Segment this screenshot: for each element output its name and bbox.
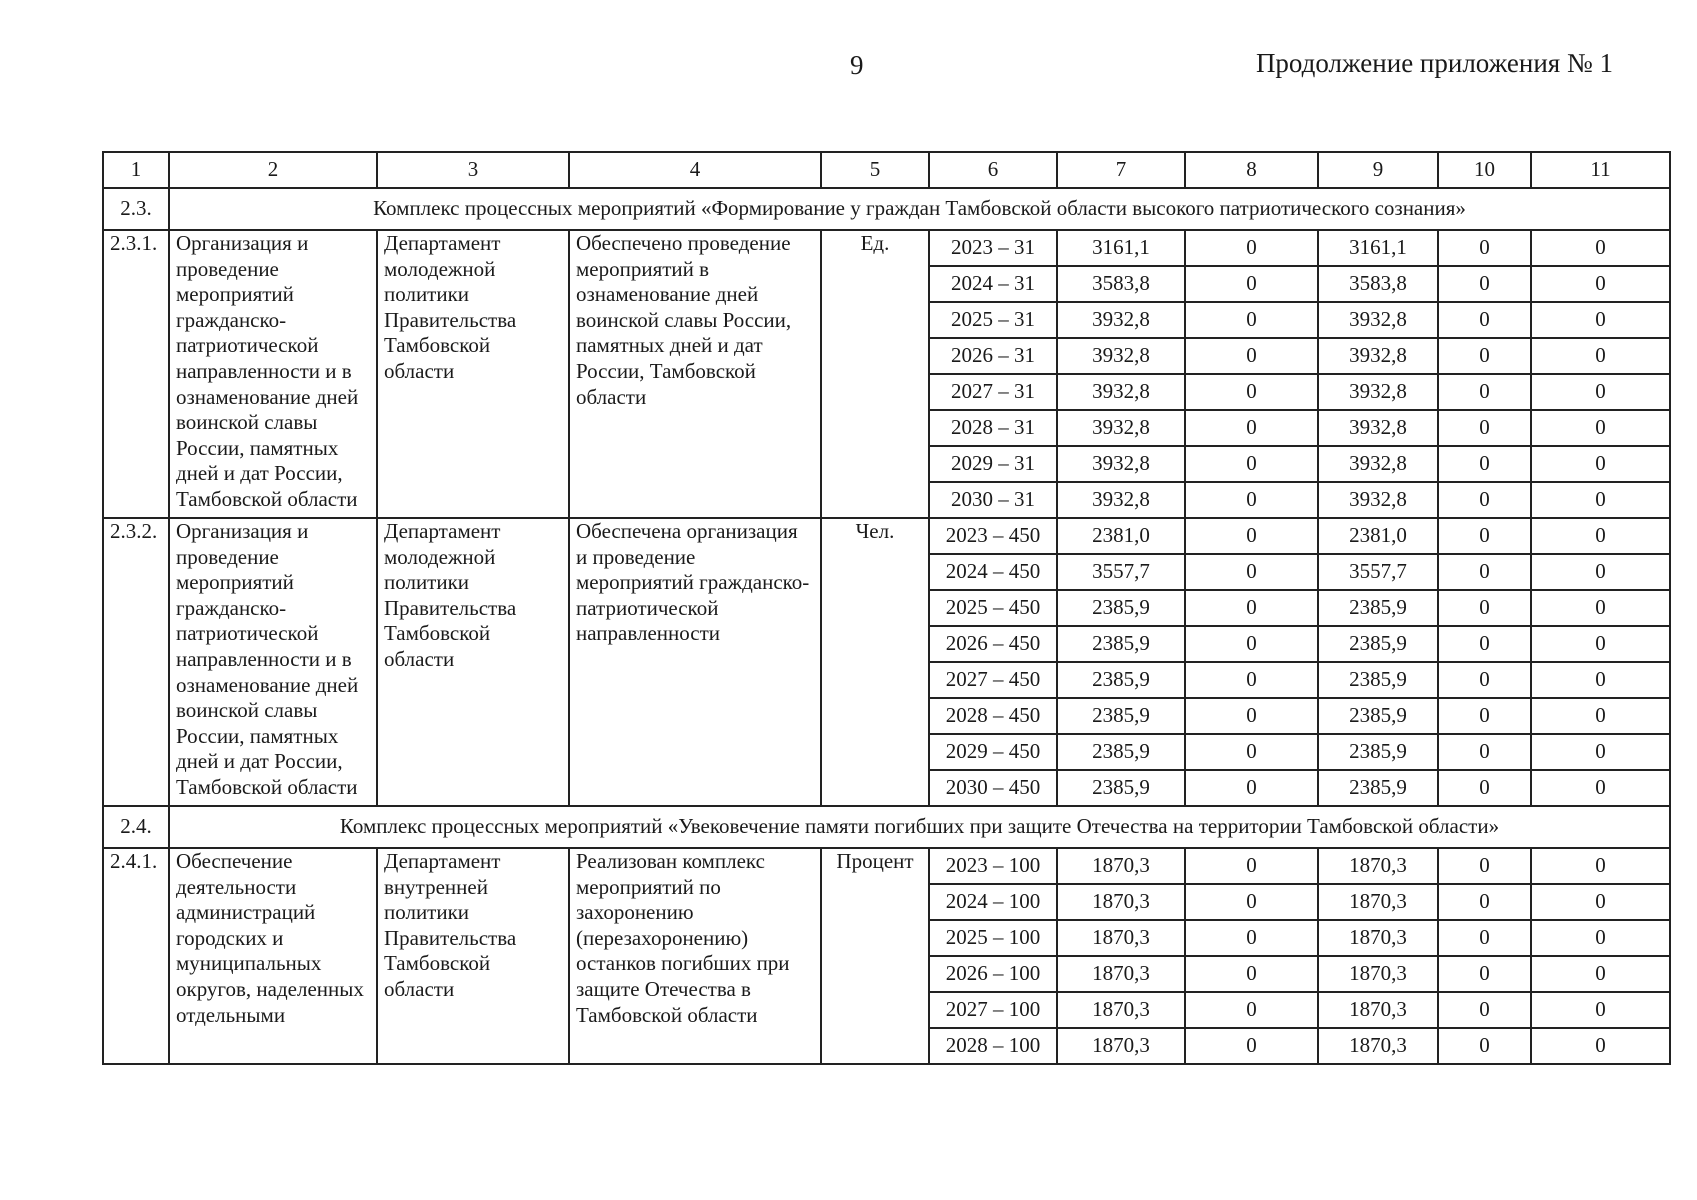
- value-cell: 0: [1438, 662, 1531, 698]
- value-cell: 0: [1185, 374, 1318, 410]
- value-cell: 0: [1531, 410, 1670, 446]
- value-cell: 0: [1438, 884, 1531, 920]
- value-cell: 3932,8: [1318, 410, 1438, 446]
- value-cell: 0: [1438, 770, 1531, 806]
- value-cell: 1870,3: [1318, 956, 1438, 992]
- year-target-cell: 2025 – 450: [929, 590, 1057, 626]
- value-cell: 0: [1531, 770, 1670, 806]
- value-cell: 0: [1531, 554, 1670, 590]
- value-cell: 0: [1531, 956, 1670, 992]
- continuation-label: Продолжение приложения № 1: [1255, 48, 1613, 78]
- value-cell: 1870,3: [1318, 884, 1438, 920]
- year-target-cell: 2026 – 100: [929, 956, 1057, 992]
- year-target-cell: 2023 – 100: [929, 848, 1057, 884]
- value-cell: 3932,8: [1057, 302, 1185, 338]
- value-cell: 2385,9: [1057, 698, 1185, 734]
- item-responsible: Департамент внутренней политики Правительства Тамбовской области: [377, 848, 569, 1064]
- value-cell: 0: [1185, 848, 1318, 884]
- item-result: Обеспечена организация и проведение мероприятий гражданско-патриотической направленности: [569, 518, 821, 806]
- value-cell: 3932,8: [1318, 446, 1438, 482]
- value-cell: 0: [1531, 884, 1670, 920]
- value-cell: 3932,8: [1318, 374, 1438, 410]
- year-target-cell: 2024 – 100: [929, 884, 1057, 920]
- value-cell: 0: [1531, 446, 1670, 482]
- value-cell: 0: [1531, 920, 1670, 956]
- value-cell: 0: [1531, 1028, 1670, 1064]
- value-cell: 0: [1531, 482, 1670, 518]
- value-cell: 2385,9: [1318, 590, 1438, 626]
- table-row: [103, 848, 1670, 884]
- value-cell: 3557,7: [1057, 554, 1185, 590]
- value-cell: 0: [1438, 554, 1531, 590]
- value-cell: 1870,3: [1057, 956, 1185, 992]
- value-cell: 0: [1185, 884, 1318, 920]
- value-cell: 0: [1531, 734, 1670, 770]
- section-row: [103, 188, 1670, 230]
- item-name: Организация и проведение мероприятий гражданско-патриотической направленности и в ознаменование дней воинской славы России, памятных дней и дат России, Тамбовской области: [169, 518, 377, 806]
- value-cell: 0: [1185, 482, 1318, 518]
- column-number: 4: [569, 152, 821, 188]
- value-cell: 0: [1531, 302, 1670, 338]
- value-cell: 0: [1531, 230, 1670, 266]
- item-responsible: Департамент молодежной политики Правительства Тамбовской области: [377, 230, 569, 518]
- value-cell: 1870,3: [1318, 920, 1438, 956]
- value-cell: 1870,3: [1057, 884, 1185, 920]
- value-cell: 0: [1531, 518, 1670, 554]
- item-unit: Ед.: [821, 230, 929, 518]
- value-cell: 0: [1438, 698, 1531, 734]
- value-cell: 0: [1438, 1028, 1531, 1064]
- year-target-cell: 2026 – 450: [929, 626, 1057, 662]
- value-cell: 0: [1438, 626, 1531, 662]
- value-cell: 2385,9: [1318, 626, 1438, 662]
- section-title: Комплекс процессных мероприятий «Увековечение памяти погибших при защите Отечества на территории Тамбовской области»: [169, 806, 1670, 848]
- value-cell: 0: [1185, 338, 1318, 374]
- value-cell: 2385,9: [1057, 734, 1185, 770]
- value-cell: 2385,9: [1057, 626, 1185, 662]
- value-cell: 0: [1531, 626, 1670, 662]
- value-cell: 1870,3: [1057, 1028, 1185, 1064]
- value-cell: 1870,3: [1318, 1028, 1438, 1064]
- year-target-cell: 2027 – 100: [929, 992, 1057, 1028]
- table-row: [103, 518, 1670, 554]
- table-row: [103, 230, 1670, 266]
- year-target-cell: 2029 – 31: [929, 446, 1057, 482]
- value-cell: 0: [1531, 266, 1670, 302]
- value-cell: 0: [1531, 848, 1670, 884]
- value-cell: 0: [1531, 698, 1670, 734]
- year-target-cell: 2023 – 450: [929, 518, 1057, 554]
- year-target-cell: 2026 – 31: [929, 338, 1057, 374]
- page-number: 9: [850, 50, 864, 80]
- value-cell: 2385,9: [1318, 734, 1438, 770]
- value-cell: 0: [1185, 992, 1318, 1028]
- value-cell: 2385,9: [1318, 662, 1438, 698]
- value-cell: 0: [1438, 848, 1531, 884]
- value-cell: 2385,9: [1057, 770, 1185, 806]
- value-cell: 2381,0: [1057, 518, 1185, 554]
- value-cell: 0: [1185, 230, 1318, 266]
- year-target-cell: 2023 – 31: [929, 230, 1057, 266]
- year-target-cell: 2027 – 31: [929, 374, 1057, 410]
- value-cell: 0: [1438, 518, 1531, 554]
- value-cell: 0: [1438, 482, 1531, 518]
- value-cell: 0: [1438, 734, 1531, 770]
- value-cell: 0: [1185, 554, 1318, 590]
- value-cell: 0: [1531, 662, 1670, 698]
- column-number: 5: [821, 152, 929, 188]
- column-number-row: [103, 152, 1670, 188]
- value-cell: 2385,9: [1318, 698, 1438, 734]
- value-cell: 0: [1438, 266, 1531, 302]
- value-cell: 1870,3: [1057, 848, 1185, 884]
- year-target-cell: 2025 – 100: [929, 920, 1057, 956]
- value-cell: 1870,3: [1057, 992, 1185, 1028]
- value-cell: 0: [1438, 920, 1531, 956]
- value-cell: 0: [1438, 302, 1531, 338]
- year-target-cell: 2030 – 450: [929, 770, 1057, 806]
- value-cell: 3161,1: [1057, 230, 1185, 266]
- column-number: 6: [929, 152, 1057, 188]
- value-cell: 3583,8: [1057, 266, 1185, 302]
- year-target-cell: 2024 – 450: [929, 554, 1057, 590]
- value-cell: 0: [1185, 734, 1318, 770]
- value-cell: 3583,8: [1318, 266, 1438, 302]
- column-number: 3: [377, 152, 569, 188]
- value-cell: 0: [1438, 590, 1531, 626]
- value-cell: 0: [1531, 374, 1670, 410]
- item-unit: Чел.: [821, 518, 929, 806]
- item-name: Обеспечение деятельности администраций городских и муниципальных округов, наделенных отдельными: [169, 848, 377, 1064]
- value-cell: 0: [1185, 590, 1318, 626]
- year-target-cell: 2028 – 100: [929, 1028, 1057, 1064]
- value-cell: 0: [1185, 662, 1318, 698]
- value-cell: 0: [1185, 626, 1318, 662]
- column-number: 11: [1531, 152, 1670, 188]
- item-result: Обеспечено проведение мероприятий в ознаменование дней воинской славы России, памятных дней и дат России, Тамбовской области: [569, 230, 821, 518]
- column-number: 10: [1438, 152, 1531, 188]
- value-cell: 3932,8: [1057, 410, 1185, 446]
- value-cell: 1870,3: [1057, 920, 1185, 956]
- value-cell: 3932,8: [1318, 482, 1438, 518]
- year-target-cell: 2024 – 31: [929, 266, 1057, 302]
- item-index: 2.3.1.: [103, 230, 169, 518]
- year-target-cell: 2027 – 450: [929, 662, 1057, 698]
- value-cell: 0: [1185, 956, 1318, 992]
- year-target-cell: 2028 – 450: [929, 698, 1057, 734]
- value-cell: 0: [1531, 590, 1670, 626]
- value-cell: 0: [1438, 410, 1531, 446]
- value-cell: 0: [1185, 1028, 1318, 1064]
- column-number: 1: [103, 152, 169, 188]
- value-cell: 0: [1185, 770, 1318, 806]
- value-cell: 1870,3: [1318, 992, 1438, 1028]
- value-cell: 0: [1185, 698, 1318, 734]
- section-row: [103, 806, 1670, 848]
- column-number: 8: [1185, 152, 1318, 188]
- value-cell: 0: [1185, 410, 1318, 446]
- item-result: Реализован комплекс мероприятий по захоронению (перезахоронению) останков погибших при защите Отечества в Тамбовской области: [569, 848, 821, 1064]
- value-cell: 3557,7: [1318, 554, 1438, 590]
- value-cell: 3932,8: [1057, 482, 1185, 518]
- value-cell: 3932,8: [1057, 374, 1185, 410]
- item-name: Организация и проведение мероприятий гражданско-патриотической направленности и в ознаменование дней воинской славы России, памятных дней и дат России, Тамбовской области: [169, 230, 377, 518]
- value-cell: 0: [1438, 992, 1531, 1028]
- value-cell: 3932,8: [1057, 446, 1185, 482]
- column-number: 7: [1057, 152, 1185, 188]
- value-cell: 2385,9: [1057, 662, 1185, 698]
- column-number: 2: [169, 152, 377, 188]
- value-cell: 0: [1438, 230, 1531, 266]
- value-cell: 0: [1185, 302, 1318, 338]
- value-cell: 0: [1185, 518, 1318, 554]
- value-cell: 0: [1438, 446, 1531, 482]
- year-target-cell: 2028 – 31: [929, 410, 1057, 446]
- value-cell: 0: [1185, 266, 1318, 302]
- value-cell: 1870,3: [1318, 848, 1438, 884]
- value-cell: 2385,9: [1318, 770, 1438, 806]
- value-cell: 0: [1185, 446, 1318, 482]
- value-cell: 0: [1531, 338, 1670, 374]
- value-cell: 2385,9: [1057, 590, 1185, 626]
- year-target-cell: 2029 – 450: [929, 734, 1057, 770]
- year-target-cell: 2025 – 31: [929, 302, 1057, 338]
- item-unit: Процент: [821, 848, 929, 1064]
- item-responsible: Департамент молодежной политики Правительства Тамбовской области: [377, 518, 569, 806]
- value-cell: 3932,8: [1057, 338, 1185, 374]
- value-cell: 2381,0: [1318, 518, 1438, 554]
- section-title: Комплекс процессных мероприятий «Формирование у граждан Тамбовской области высокого патриотического сознания»: [169, 188, 1670, 230]
- value-cell: 0: [1185, 920, 1318, 956]
- value-cell: 0: [1438, 338, 1531, 374]
- section-index: 2.3.: [103, 188, 169, 230]
- column-number: 9: [1318, 152, 1438, 188]
- item-index: 2.3.2.: [103, 518, 169, 806]
- value-cell: 3932,8: [1318, 338, 1438, 374]
- section-index: 2.4.: [103, 806, 169, 848]
- value-cell: 3932,8: [1318, 302, 1438, 338]
- item-index: 2.4.1.: [103, 848, 169, 1064]
- value-cell: 0: [1438, 956, 1531, 992]
- value-cell: 0: [1438, 374, 1531, 410]
- budget-table: [102, 151, 1671, 1065]
- value-cell: 0: [1531, 992, 1670, 1028]
- year-target-cell: 2030 – 31: [929, 482, 1057, 518]
- value-cell: 3161,1: [1318, 230, 1438, 266]
